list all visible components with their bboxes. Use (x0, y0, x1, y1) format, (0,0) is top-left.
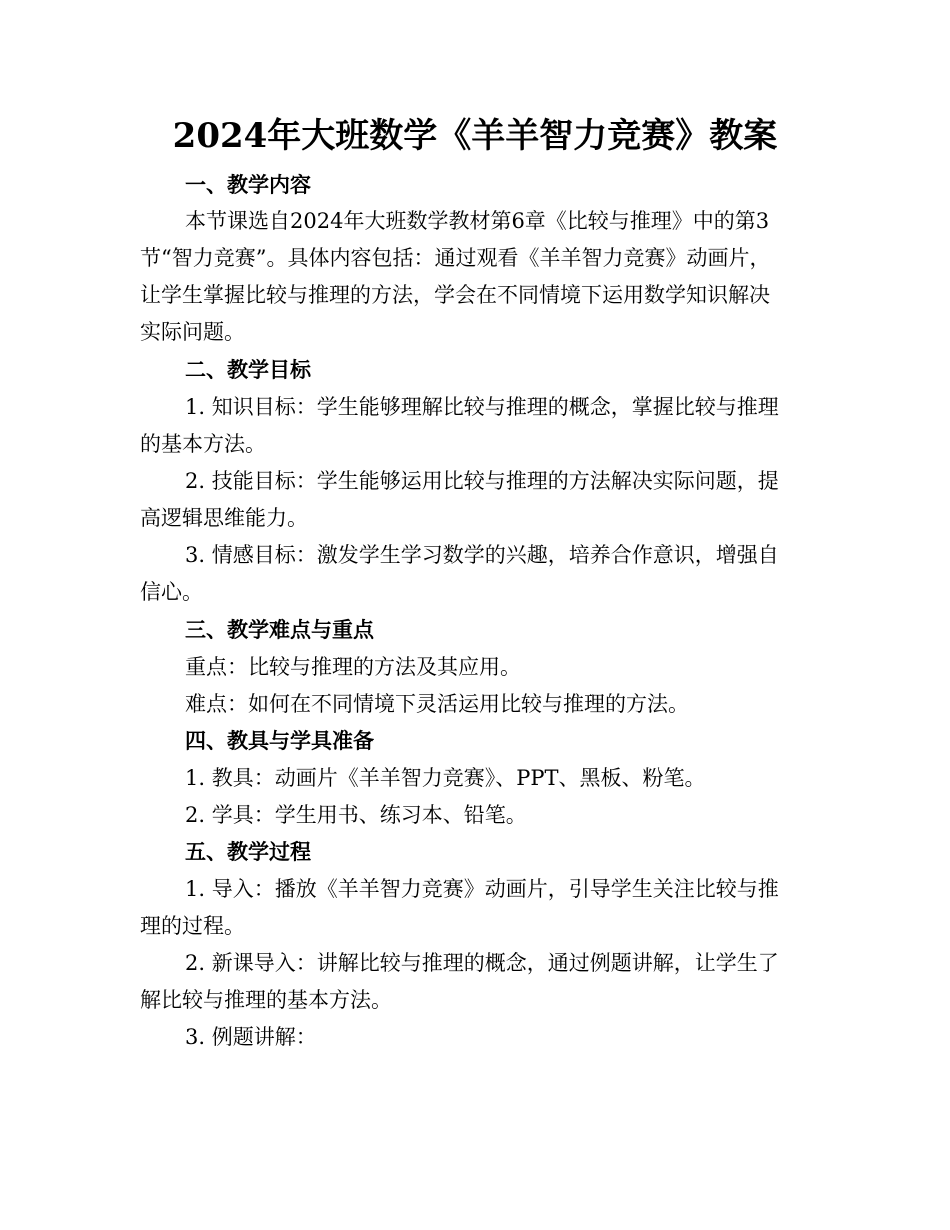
paragraph-line: 3. 例题讲解： (185, 1025, 317, 1049)
paragraph-line: 实际问题。 (140, 320, 245, 344)
paragraph-line: 难点：如何在不同情境下灵活运用比较与推理的方法。 (185, 692, 689, 716)
paragraph-line: 1. 知识目标：学生能够理解比较与推理的概念，掌握比较与推理 (185, 395, 779, 419)
paragraph-line: 3. 情感目标：激发学生学习数学的兴趣，培养合作意识，增强自 (185, 543, 779, 567)
paragraph-line: 2. 学具：学生用书、练习本、铅笔。 (185, 803, 527, 827)
document-title: 2024年大班数学《羊羊智力竞赛》教案 (172, 116, 778, 156)
paragraph-line: 1. 导入：播放《羊羊智力竞赛》动画片，引导学生关注比较与推 (185, 877, 779, 901)
section-heading-3: 三、教学难点与重点 (185, 617, 374, 642)
paragraph-line: 2. 新课导入：讲解比较与推理的概念，通过例题讲解，让学生了 (185, 951, 779, 975)
paragraph-line: 解比较与推理的基本方法。 (140, 988, 392, 1012)
paragraph-line: 理的过程。 (140, 914, 245, 938)
section-heading-1: 一、教学内容 (185, 172, 311, 197)
paragraph-line: 本节课选自2024年大班数学教材第6章《比较与推理》中的第3 (185, 209, 770, 233)
section-heading-4: 四、教具与学具准备 (185, 728, 374, 753)
paragraph-line: 2. 技能目标：学生能够运用比较与推理的方法解决实际问题，提 (185, 469, 779, 493)
section-heading-2: 二、教学目标 (185, 357, 311, 382)
paragraph-line: 高逻辑思维能力。 (140, 506, 308, 530)
paragraph-line: 重点：比较与推理的方法及其应用。 (185, 655, 521, 679)
section-heading-5: 五、教学过程 (185, 839, 311, 864)
paragraph-line: 节“智力竞赛”。具体内容包括：通过观看《羊羊智力竞赛》动画片， (140, 246, 771, 270)
paragraph-line: 让学生掌握比较与推理的方法，学会在不同情境下运用数学知识解决 (140, 283, 770, 307)
paragraph-line: 信心。 (140, 580, 203, 604)
paragraph-line: 1. 教具：动画片《羊羊智力竞赛》、PPT、黑板、粉笔。 (185, 766, 706, 790)
paragraph-line: 的基本方法。 (140, 432, 266, 456)
